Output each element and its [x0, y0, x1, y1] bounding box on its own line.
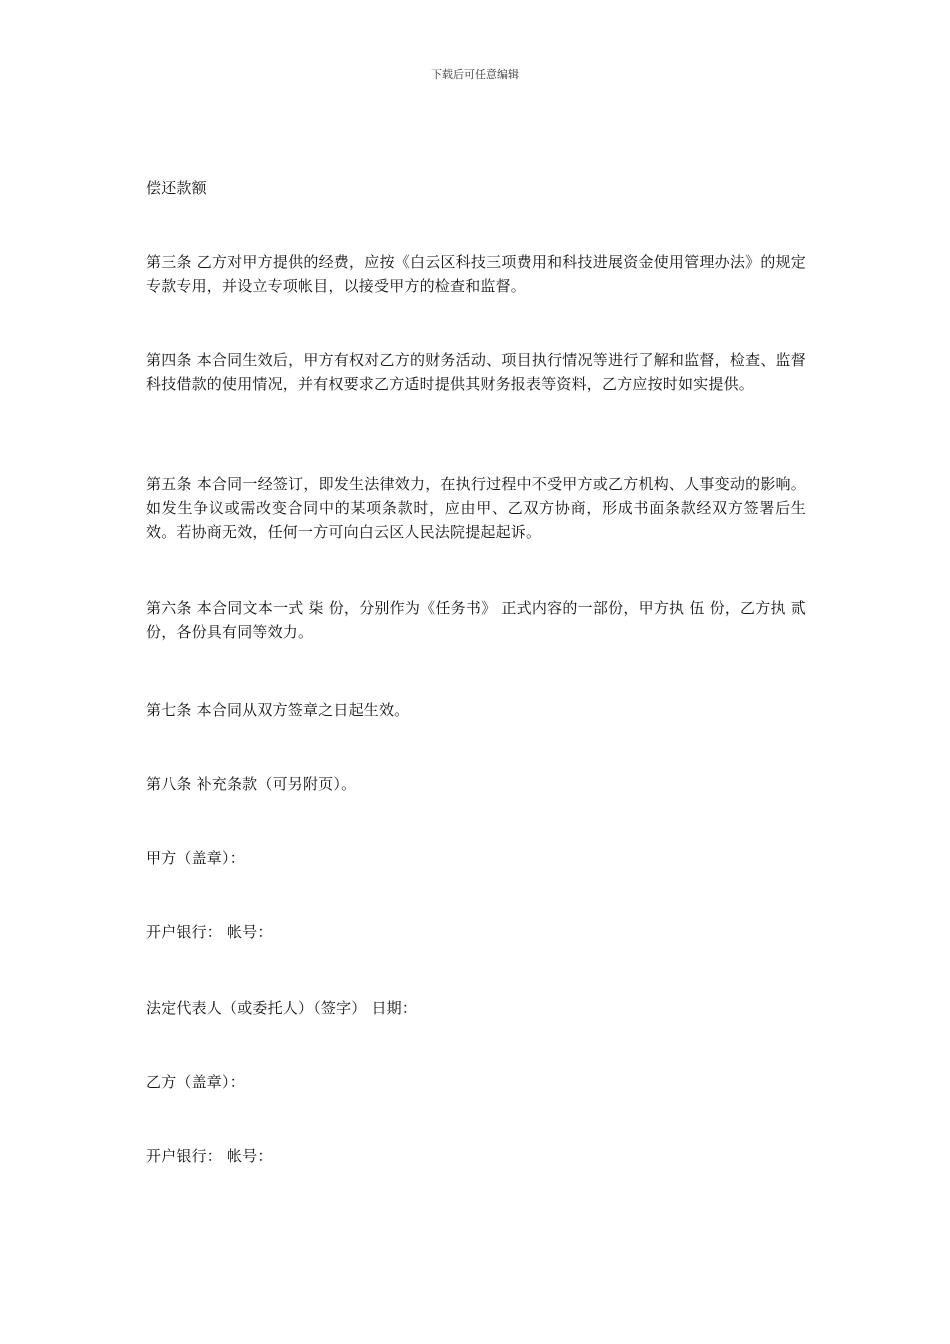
paragraph-repayment-amount: 偿还款额 — [146, 179, 207, 197]
paragraph-article-6: 第六条 本合同文本一式 柒 份，分别作为《任务书》 正式内容的一部份，甲方执 伍 份，乙方执 贰 份，各份具有同等效力。 — [146, 599, 806, 641]
paragraph-article-4: 第四条 本合同生效后，甲方有权对乙方的财务活动、项目执行情况等进行了解和监督，检查、监督科技借款的使用情况，并有权要求乙方适时提供其财务报表等资料，乙方应按时如实提供。 — [146, 351, 806, 393]
paragraph-article-3: 第三条 乙方对甲方提供的经费，应按《白云区科技三项费用和科技进展资金使用管理办法》的规定专款专用，并设立专项帐目，以接受甲方的检查和监督。 — [146, 253, 806, 295]
page-header: 下载后可任意编辑 — [431, 68, 519, 81]
paragraph-article-7: 第七条 本合同从双方签章之日起生效。 — [146, 701, 410, 719]
party-a-seal-line: 甲方（盖章）： — [146, 849, 245, 867]
paragraph-article-8: 第八条 补充条款（可另附页）。 — [146, 775, 357, 793]
legal-representative-line: 法定代表人（或委托人）（签字） 日期： — [146, 999, 418, 1017]
party-b-bank-line: 开户银行： 帐号： — [146, 1147, 273, 1165]
party-b-seal-line: 乙方（盖章）： — [146, 1073, 245, 1091]
paragraph-article-5: 第五条 本合同一经签订，即发生法律效力，在执行过程中不受甲方或乙方机构、人事变动的影响。如发生争议或需改变合同中的某项条款时，应由甲、乙双方协商，形成书面条款经双方签署后生效。若协商无效，任何一方可向白云区人民法院提起起诉。 — [146, 475, 806, 541]
party-a-bank-line: 开户银行： 帐号： — [146, 923, 273, 941]
